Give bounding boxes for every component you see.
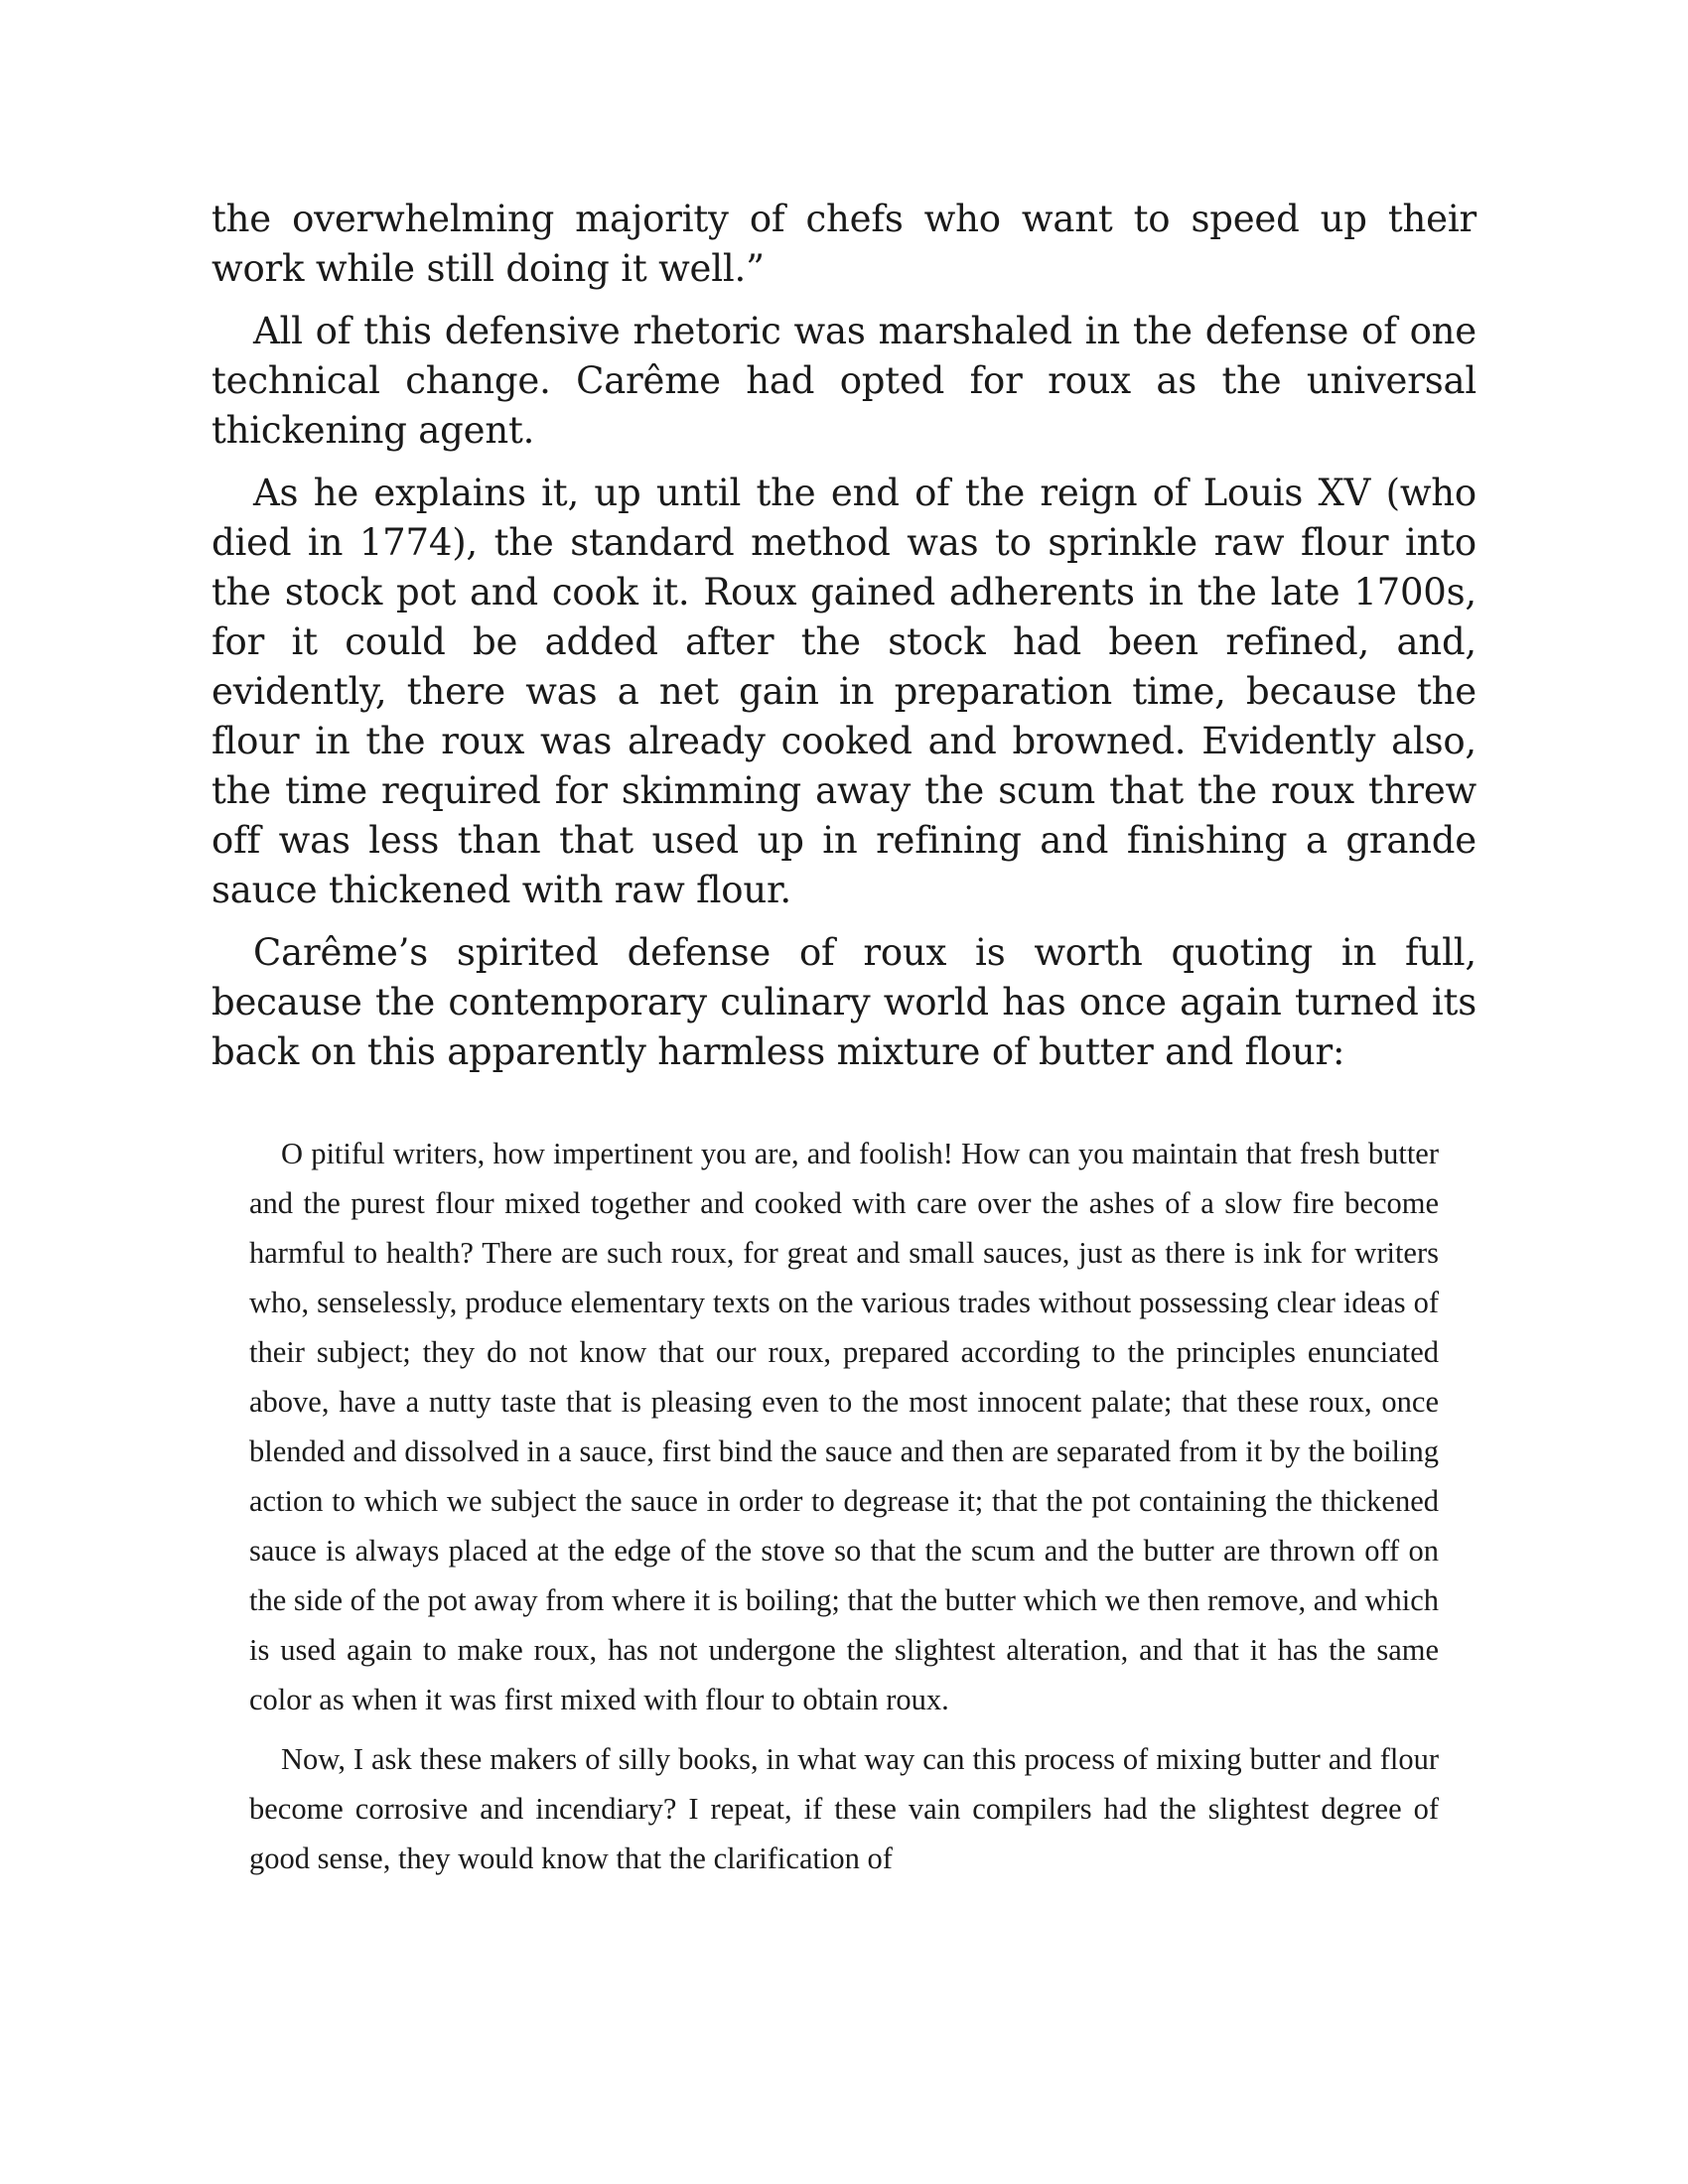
- book-page: [211, 195, 1477, 1893]
- quote-paragraph-2: Now, I ask these makers of silly books, in what way can this process of mixing butter and flour become corrosive and incendiary? I repeat, if these vain compilers had the slightest degree of good sense, they would know that the clarification of: [249, 1742, 1439, 1875]
- paragraph-continued: the overwhelming majority of chefs who want to speed up their work while still doing it well.”: [211, 198, 1477, 290]
- paragraph-defense-intro: Carême’s spirited defense of roux is worth quoting in full, because the contemporary culinary world has once again turned its back on this apparently harmless mixture of butter and flour:: [211, 931, 1477, 1073]
- paragraph-roux-change: All of this defensive rhetoric was marshaled in the defense of one technical change. Carême had opted for roux as the universal thickening agent.: [211, 310, 1477, 452]
- main-text: [211, 195, 1477, 1077]
- paragraph-louis-xv: As he explains it, up until the end of the reign of Louis XV (who died in 1774), the standard method was to sprinkle raw flour into the stock pot and cook it. Roux gained adherents in the late 1700s, for it could be added after the stock had been refined, and, evidently, there was a net gain in preparation time, because the flour in the roux was already cooked and browned. Evidently also, the time required for skimming away the scum that the roux threw off was less than that used up in refining and finishing a grande sauce thickened with raw flour.: [211, 472, 1477, 911]
- quote-paragraph-1: O pitiful writers, how impertinent you are, and foolish! How can you maintain that fresh butter and the purest flour mixed together and cooked with care over the ashes of a slow fire become harmful to health? There are such roux, for great and small sauces, just as there is ink for writers who, senselessly, produce elementary texts on the various trades without possessing clear ideas of their subject; they do not know that our roux, prepared according to the principles enunciated above, have a nutty taste that is pleasing even to the most innocent palate; that these roux, once blended and dissolved in a sauce, first bind the sauce and then are separated from it by the boiling action to which we subject the sauce in order to degrease it; that the pot containing the thickened sauce is always placed at the edge of the stove so that the scum and the butter are thrown off on the side of the pot away from where it is boiling; that the butter which we then remove, and which is used again to make roux, has not undergone the slightest alteration, and that it has the same color as when it was first mixed with flour to obtain roux.: [249, 1137, 1439, 1716]
- block-quote: [249, 1129, 1439, 1883]
